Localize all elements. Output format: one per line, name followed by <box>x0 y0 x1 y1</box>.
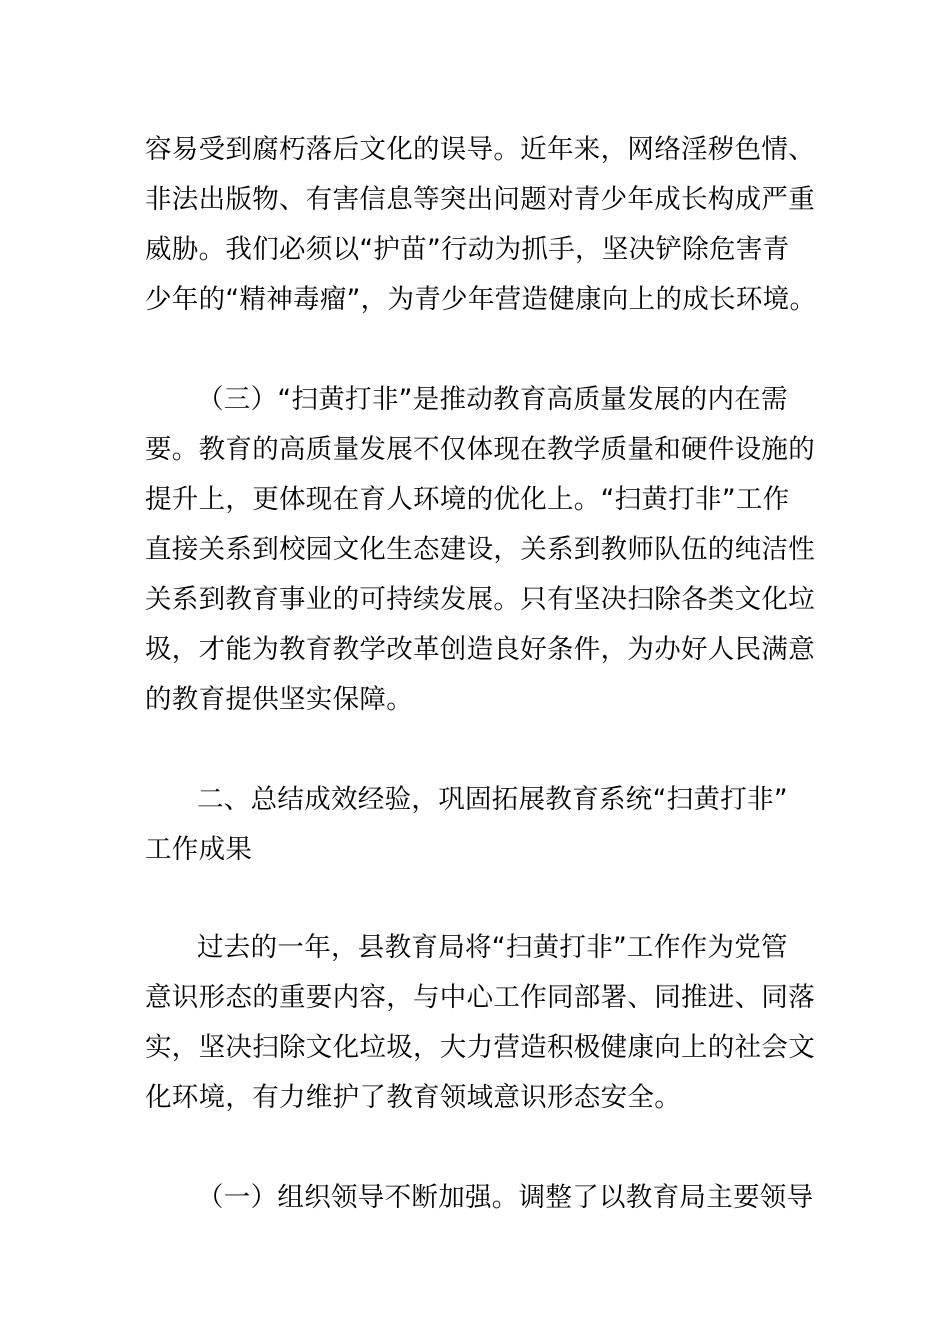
section-heading-line-1: 二、总结成效经验，巩固拓展教育系统“扫黄打非” <box>197 784 788 815</box>
paragraph-3-line-2: 意识形态的重要内容，与中心工作同部署、同推进、同落 <box>145 982 815 1013</box>
paragraph-2-line-7: 的教育提供坚实保障。 <box>145 684 413 715</box>
paragraph-3-line-1: 过去的一年，县教育局将“扫黄打非”工作作为党管 <box>197 932 788 963</box>
paragraph-2-line-1: （三）“扫黄打非”是推动教育高质量发展的内在需 <box>197 384 788 415</box>
paragraph-3-line-3: 实，坚决扫除文化垃圾，大力营造积极健康向上的社会文 <box>145 1032 815 1063</box>
paragraph-3-line-4: 化环境，有力维护了教育领域意识形态安全。 <box>145 1082 681 1113</box>
paragraph-4-line-1: （一）组织领导不断加强。调整了以教育局主要领导 <box>197 1182 814 1213</box>
paragraph-2-line-5: 关系到教育事业的可持续发展。只有坚决扫除各类文化垃 <box>145 584 815 615</box>
paragraph-2-line-2: 要。教育的高质量发展不仅体现在教学质量和硬件设施的 <box>145 434 815 465</box>
paragraph-2-line-6: 圾，才能为教育教学改革创造良好条件，为办好人民满意 <box>145 634 815 665</box>
paragraph-2-line-4: 直接关系到校园文化生态建设，关系到教师队伍的纯洁性 <box>145 534 815 565</box>
paragraph-1-line-4: 少年的“精神毒瘤”，为青少年营造健康向上的成长环境。 <box>145 284 817 315</box>
paragraph-1-line-1: 容易受到腐朽落后文化的误导。近年来，网络淫秽色情、 <box>145 134 815 165</box>
paragraph-2-line-3: 提升上，更体现在育人环境的优化上。“扫黄打非”工作 <box>145 484 790 515</box>
paragraph-1-line-2: 非法出版物、有害信息等突出问题对青少年成长构成严重 <box>145 184 815 215</box>
section-heading-line-2: 工作成果 <box>145 834 253 865</box>
paragraph-1-line-3: 威胁。我们必须以“护苗”行动为抓手，坚决铲除危害青 <box>145 234 790 265</box>
